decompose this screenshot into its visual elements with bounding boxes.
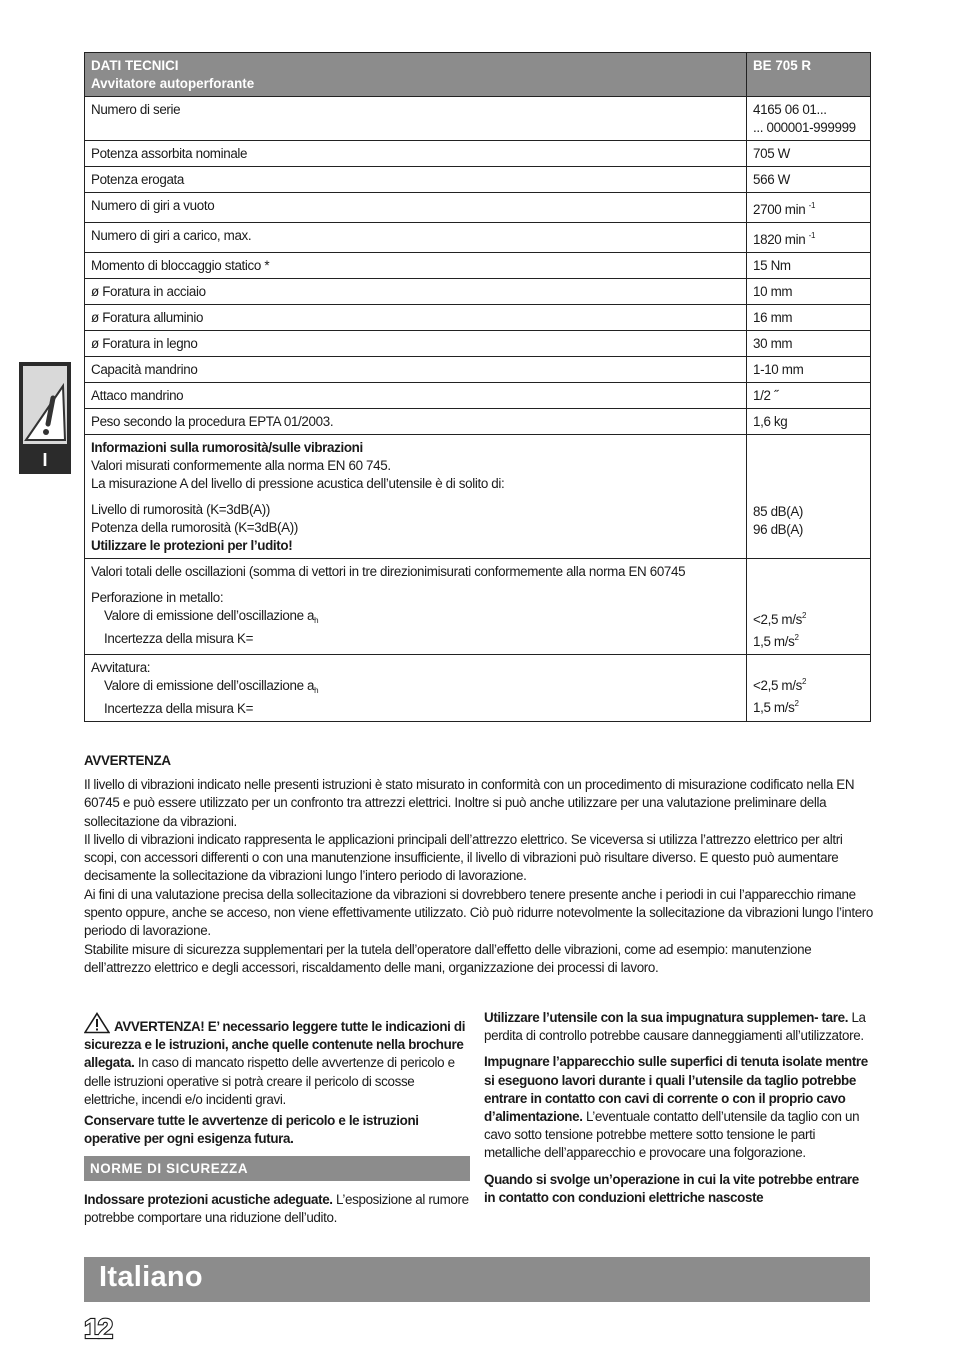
vibration-drill-row (85, 559, 871, 655)
safety-warning-text: In caso di mancato rispetto delle avvertenze di pericolo e delle istruzioni operative si potrà creare il pericolo di scosse elettriche, incendi e/o incidenti gravi. (84, 1055, 455, 1107)
emission-sub: h (314, 686, 319, 695)
spec-header-model: BE 705 R (747, 53, 871, 97)
unit-sup: 2 (801, 677, 807, 686)
spec-value-text: 1820 min (753, 232, 806, 247)
table-row (85, 167, 871, 193)
spec-value: 10 mm (747, 279, 871, 305)
spec-header-title-1: DATI TECNICI (91, 58, 179, 73)
avvertenza-title: AVVERTENZA (84, 753, 171, 768)
handle-bold: Utilizzare l’utensile con la sua impugnatura supplemen- tare. (484, 1010, 849, 1025)
vibration-value-text: 1,5 m/s (753, 700, 795, 715)
emission-sub: h (314, 616, 319, 625)
insulated-grip-bold: Impugnare l’apparecchio sulle superfici di tenuta isolate mentre si eseguono lavori durante i quali l’utensile da taglio potrebbe entrare in contatto con cavi di corrente o con il proprio cavo d’alimentazione. (484, 1054, 868, 1125)
safety-warning-paragraph (84, 1012, 470, 1109)
table-row (85, 141, 871, 167)
table-row (85, 357, 871, 383)
spec-value: 1-10 mm (747, 357, 871, 383)
spec-label: Numero di serie (85, 97, 747, 141)
language-side-tab (19, 362, 71, 474)
spec-label: ø Foratura alluminio (85, 305, 747, 331)
spec-value-sup: -1 (808, 201, 816, 210)
noise-value: 96 dB(A) (753, 522, 804, 537)
avvertenza-paragraph: Ai fini di una valutazione precisa della sollecitazione da vibrazioni si dovrebbero tenere presente anche i periodi in cui l’apparecchio rimane spento oppure, anche se acceso, non viene effettivamente utilizzato. Ciò può ridurre notevolmente la sollecitazione da vibrazioni lungo l’intero periodo di lavorazione. (84, 886, 874, 939)
spec-value-line: 4165 06 01... (753, 102, 827, 117)
vibration-drill-info (85, 559, 747, 655)
spec-value (747, 223, 871, 253)
vibration-uncertainty-label: Incertezza della misura K= (104, 631, 254, 646)
insulated-grip-paragraph (484, 1053, 870, 1162)
vibration-screw-row (85, 655, 871, 722)
unit-sup: 2 (794, 699, 799, 708)
hidden-wiring-paragraph (484, 1171, 870, 1207)
vibration-emission-label (91, 607, 740, 630)
spec-value (747, 97, 871, 141)
table-row (85, 97, 871, 141)
spec-header-title (85, 53, 747, 97)
noise-values (747, 435, 871, 559)
vibration-intro: Valori totali delle oscillazioni (somma di vettori in tre direzionimisurati conformemente alla norma EN 60745 (91, 564, 686, 579)
warning-triangle-icon (23, 366, 67, 444)
emission-text: Valore di emissione dell’oscillazione a (104, 678, 315, 693)
insulated-grip-text: L’eventuale contatto dell’utensile da taglio con un cavo sotto tensione potrebbe mettere sotto tensione le parti metalliche dell’apparecchio e provocare una folgorazione. (484, 1109, 860, 1161)
noise-line: Livello di rumorosità (K=3dB(A)) (91, 502, 270, 517)
spec-value: 16 mm (747, 305, 871, 331)
vibration-screw-values (747, 655, 871, 722)
spec-table-header (85, 53, 871, 97)
spec-header-title-2: Avvitatore autoperforante (91, 76, 255, 91)
table-row (85, 223, 871, 253)
emission-text: Valore di emissione dell’oscillazione a (104, 608, 315, 623)
spec-label: Capacità mandrino (85, 357, 747, 383)
right-column (484, 1009, 870, 1215)
vibration-emission-label (91, 677, 740, 700)
table-row (85, 409, 871, 435)
keep-warnings (84, 1112, 470, 1148)
vibration-uncertainty-label: Incertezza della misura K= (104, 701, 254, 716)
avvertenza-body (84, 776, 874, 977)
spec-value: 566 W (747, 167, 871, 193)
vibration-screw-title: Avvitatura: (91, 660, 151, 675)
table-row (85, 279, 871, 305)
avvertenza-paragraph: Stabilite misure di sicurezza supplementari per la tutela dell’operatore dall’effetto delle vibrazioni, come ad esempio: manutenzione dell’attrezzo elettrico e degli accessori, riscaldamento delle mani, organizzazione dei processi di lavoro. (84, 941, 812, 975)
vibration-value (753, 629, 864, 651)
table-row (85, 193, 871, 223)
unit-sup: 2 (801, 611, 807, 620)
noise-title: Informazioni sulla rumorosità/sulle vibrazioni (91, 440, 363, 455)
vibration-value-text: <2,5 m/s (753, 678, 802, 693)
spec-label: Peso secondo la procedura EPTA 01/2003. (85, 409, 747, 435)
vibration-value-text: 1,5 m/s (753, 634, 795, 649)
norme-heading: NORME DI SICUREZZA (84, 1156, 470, 1181)
spec-label: ø Foratura in acciaio (85, 279, 747, 305)
hearing-bold: Indossare protezioni acustiche adeguate. (84, 1192, 333, 1207)
left-column (84, 1012, 470, 1117)
spec-value: 1/2 ˝ (747, 383, 871, 409)
spec-label: Momento di bloccaggio statico * (85, 253, 747, 279)
table-row (85, 253, 871, 279)
spec-value: 705 W (747, 141, 871, 167)
handle-text: La perdita di controllo potrebbe causare danneggiamenti all’utilizzatore. (484, 1010, 866, 1044)
spec-label: Attaco mandrino (85, 383, 747, 409)
spec-label: Numero di giri a carico, max. (85, 223, 747, 253)
warning-triangle-icon (84, 1012, 110, 1034)
spec-label: Numero di giri a vuoto (85, 193, 747, 223)
vibration-value (753, 673, 864, 695)
side-warning-box (23, 366, 67, 444)
vibration-value (753, 607, 864, 629)
hearing-text: L’esposizione al rumore potrebbe comportare una riduzione dell’udito. (84, 1192, 469, 1226)
spec-value: 15 Nm (747, 253, 871, 279)
vibration-value (753, 695, 864, 717)
spec-label: Potenza erogata (85, 167, 747, 193)
noise-line: La misurazione A del livello di pressione acustica dell’utensile è di solito di: (91, 476, 505, 491)
language-bar (84, 1257, 870, 1302)
handle-paragraph (484, 1009, 870, 1045)
noise-info (85, 435, 747, 559)
table-row (85, 331, 871, 357)
table-row (85, 305, 871, 331)
hidden-wiring-bold: Quando si svolge un’operazione in cui la vite potrebbe entrare in contatto con conduzioni elettriche nascoste (484, 1171, 859, 1205)
noise-line: Valori misurati conformemente alla norma EN 60 745. (91, 458, 391, 473)
vibration-screw-info (85, 655, 747, 722)
spec-value-line: ... 000001-999999 (753, 120, 856, 135)
vibration-drill-values (747, 559, 871, 655)
spec-value (747, 193, 871, 223)
noise-line: Potenza della rumorosità (K=3dB(A)) (91, 520, 298, 535)
keep-warnings-bold: Conservare tutte le avvertenze di pericolo e le istruzioni operative per ogni esigenza futura. (84, 1113, 419, 1147)
table-row (85, 383, 871, 409)
spec-label: Potenza assorbita nominale (85, 141, 747, 167)
avvertenza-paragraph: Il livello di vibrazioni indicato nelle presenti istruzioni è stato misurato in conformità con un procedimento di misurazione codificato nella EN 60745 e può essere utilizzato per un confronto tra attrezzi elettrici. Inoltre si può anche utilizzare per una valutazione preliminare della sollecitazione da vibrazioni. (84, 777, 855, 829)
noise-hearing-note: Utilizzare le protezioni per l’udito! (91, 538, 293, 553)
vibration-drill-title: Perforazione in metallo: (91, 590, 224, 605)
side-tab-letter: I (42, 450, 48, 470)
safety-warning-bold: AVVERTENZA! E’ necessario leggere tutte le indicazioni di sicurezza e le istruzioni, anche quelle contenute nella brochure allegata. (84, 1019, 466, 1071)
spec-table (84, 52, 871, 722)
vibration-value-text: <2,5 m/s (753, 612, 802, 627)
spec-value: 1,6 kg (747, 409, 871, 435)
language-title: Italiano (99, 1261, 203, 1293)
page-number: 12 (84, 1313, 112, 1344)
hearing-protection-paragraph (84, 1191, 470, 1227)
noise-value: 85 dB(A) (753, 504, 804, 519)
unit-sup: 2 (794, 633, 799, 642)
avvertenza-paragraph: Il livello di vibrazioni indicato rappresenta le applicazioni principali dell’attrezzo elettrico. Se viceversa si utilizza l’attrezzo elettrico per altri scopi, con accessori differenti o con una manutenzione insufficiente, il livello di vibrazioni può risultare diverso. E questo può aumentare decisamente la sollecitazione da vibrazioni lungo l’intero periodo di lavorazione. (84, 831, 843, 884)
spec-value: 30 mm (747, 331, 871, 357)
noise-row (85, 435, 871, 559)
spec-label: ø Foratura in legno (85, 331, 747, 357)
spec-value-sup: -1 (808, 231, 816, 240)
spec-value-text: 2700 min (753, 202, 806, 217)
